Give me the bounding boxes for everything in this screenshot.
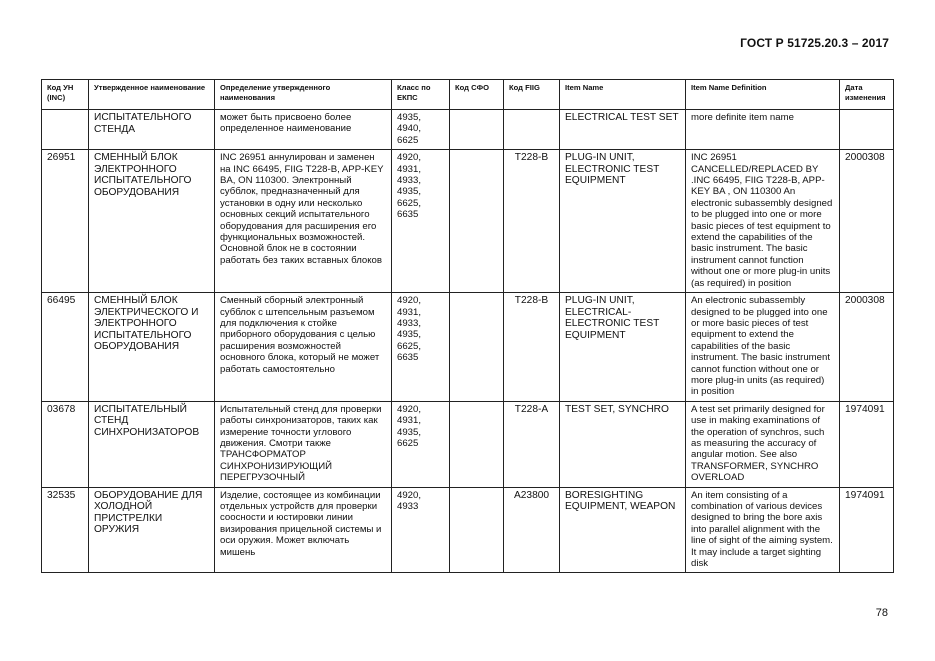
cell-approved-name: ОБОРУДОВАНИЕ ДЛЯ ХОЛОДНОЙ ПРИСТРЕЛКИ ОРУЖИЯ xyxy=(89,487,215,573)
cell-definition-ru: INC 26951 аннулирован и заменен на INC 66495, FIIG T228-B, APP-KEY BA, ON 110300. Электронный субблок, предназначенный для установки в одну или несколько основных секций испытательного оборудования для расширения его функциональных возможностей. Основной блок не в состоянии работать без таких вставных блоков xyxy=(215,150,392,293)
column-header-item-name: Item Name xyxy=(560,80,686,110)
cell-approved-name: СМЕННЫЙ БЛОК ЭЛЕКТРОННОГО ИСПЫТАТЕЛЬНОГО ОБОРУДОВАНИЯ xyxy=(89,150,215,293)
column-header-inc: Код УН (INC) xyxy=(42,80,89,110)
cell-item-definition: INC 26951 CANCELLED/REPLACED BY .INC 66495, FIIG T228-B, APP-KEY BA , ON 110300 An electronic subassembly designed to be plugged into one or more basic pieces of test equipment to extend the capabilities of the basic instrument. The basic instrument cannot function without one or more plug-in units (as required) in position xyxy=(686,150,840,293)
cell-fiig xyxy=(504,110,560,150)
column-header-fiig: Код FIIG xyxy=(504,80,560,110)
column-header-sfo: Код СФО xyxy=(450,80,504,110)
cell-class: 4935, 4940, 6625 xyxy=(392,110,450,150)
cell-class: 4920, 4931, 4935, 6625 xyxy=(392,401,450,487)
page-number: 78 xyxy=(875,607,888,619)
cell-definition-ru: Испытательный стенд для проверки работы синхронизаторов, таких как измерение точности углового движения. Смотри также ТРАНСФОРМАТОР СИНХРОНИЗИРУЮЩИЙ ПЕРЕГРУЗОЧНЫЙ xyxy=(215,401,392,487)
column-header-item-definition: Item Name Definition xyxy=(686,80,840,110)
cell-item-definition: An electronic subassembly designed to be plugged into one or more basic pieces of test equipment to extend the capabilities of the basic instrument. The basic instrument cannot function without one or more plug-in units (as required) in position xyxy=(686,293,840,402)
table-row xyxy=(42,487,894,573)
cell-item-definition: A test set primarily designed for use in making examinations of the operation of synchros, such as measuring the accuracy of angular motion. See also TRANSFORMER, SYNCHRO OVERLOAD xyxy=(686,401,840,487)
cell-date xyxy=(840,110,894,150)
cell-fiig: T228-B xyxy=(504,293,560,402)
cell-approved-name: ИСПЫТАТЕЛЬНОГО СТЕНДА xyxy=(89,110,215,150)
cell-date: 1974091 xyxy=(840,401,894,487)
cell-item-definition: more definite item name xyxy=(686,110,840,150)
cell-class: 4920, 4931, 4933, 4935, 6625, 6635 xyxy=(392,293,450,402)
cell-inc: 32535 xyxy=(42,487,89,573)
cell-inc: 03678 xyxy=(42,401,89,487)
cell-date: 1974091 xyxy=(840,487,894,573)
cell-sfo xyxy=(450,293,504,402)
cell-sfo xyxy=(450,401,504,487)
cell-definition-ru: Изделие, состоящее из комбинации отдельных устройств для проверки соосности и юстировки линии визирования прицельной системы и оси оружия. Может включать мишень xyxy=(215,487,392,573)
table-row xyxy=(42,150,894,293)
cell-inc xyxy=(42,110,89,150)
table-header-row xyxy=(42,80,894,110)
cell-sfo xyxy=(450,110,504,150)
column-header-definition-ru: Определение утвержденного наименования xyxy=(215,80,392,110)
cell-sfo xyxy=(450,150,504,293)
cell-inc: 26951 xyxy=(42,150,89,293)
table-row xyxy=(42,293,894,402)
cell-inc: 66495 xyxy=(42,293,89,402)
cell-class: 4920, 4931, 4933, 4935, 6625, 6635 xyxy=(392,150,450,293)
cell-fiig: T228-A xyxy=(504,401,560,487)
table-row xyxy=(42,110,894,150)
cell-definition-ru: Сменный сборный электронный субблок с штепсельным разъемом для подключения к стойке приборного оборудования с целью расширения возможностей основного блока, который не может работать самостоятельно xyxy=(215,293,392,402)
catalog-table xyxy=(41,79,894,573)
cell-fiig: T228-B xyxy=(504,150,560,293)
cell-item-name: BORESIGHTING EQUIPMENT, WEAPON xyxy=(560,487,686,573)
cell-fiig: A23800 xyxy=(504,487,560,573)
cell-item-name: PLUG-IN UNIT, ELECTRICAL-ELECTRONIC TEST EQUIPMENT xyxy=(560,293,686,402)
cell-class: 4920, 4933 xyxy=(392,487,450,573)
cell-item-name: ELECTRICAL TEST SET xyxy=(560,110,686,150)
cell-sfo xyxy=(450,487,504,573)
cell-date: 2000308 xyxy=(840,150,894,293)
cell-definition-ru: может быть присвоено более определенное наименование xyxy=(215,110,392,150)
cell-item-name: TEST SET, SYNCHRO xyxy=(560,401,686,487)
cell-approved-name: СМЕННЫЙ БЛОК ЭЛЕКТРИЧЕСКОГО И ЭЛЕКТРОННОГО ИСПЫТАТЕЛЬНОГО ОБОРУДОВАНИЯ xyxy=(89,293,215,402)
document-header: ГОСТ Р 51725.20.3 – 2017 xyxy=(740,36,889,50)
cell-date: 2000308 xyxy=(840,293,894,402)
cell-item-definition: An item consisting of a combination of various devices designed to bring the bore axis into parallel alignment with the line of sight of the aiming system. It may include a target sighting disk xyxy=(686,487,840,573)
table-row xyxy=(42,401,894,487)
cell-approved-name: ИСПЫТАТЕЛЬНЫЙ СТЕНД СИНХРОНИЗАТОРОВ xyxy=(89,401,215,487)
column-header-date: Дата изменения xyxy=(840,80,894,110)
cell-item-name: PLUG-IN UNIT, ELECTRONIC TEST EQUIPMENT xyxy=(560,150,686,293)
column-header-class: Класс по ЕКПС xyxy=(392,80,450,110)
column-header-approved-name: Утвержденное наименование xyxy=(89,80,215,110)
